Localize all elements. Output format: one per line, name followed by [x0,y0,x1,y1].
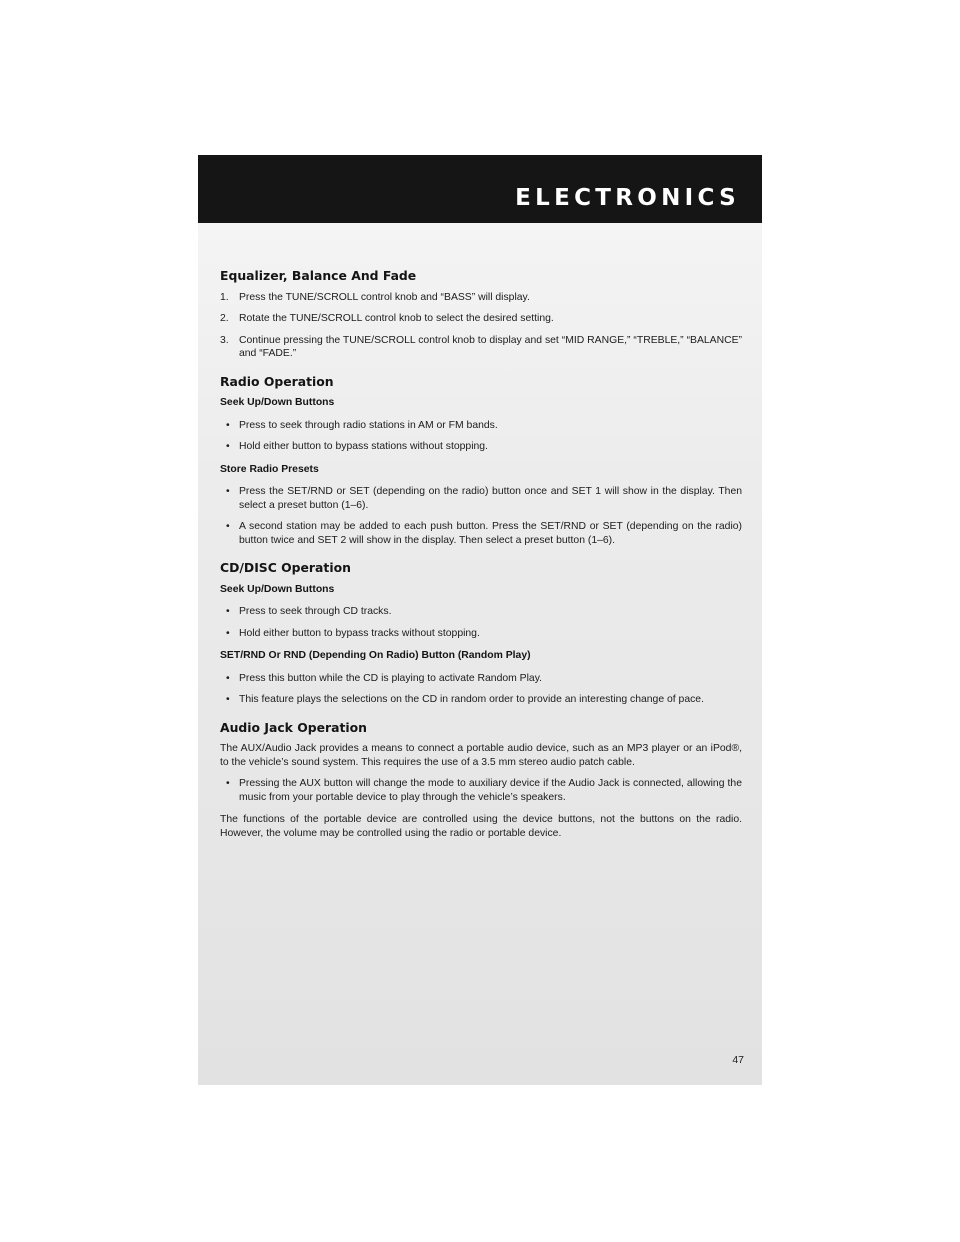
page-number: 47 [732,1054,744,1066]
subheading-random-play: SET/RND Or RND (Depending On Radio) Button (Random Play) [220,650,531,661]
page-content [220,269,742,848]
list-item [220,605,742,619]
step-number: 2. [220,313,229,324]
list-item [220,440,742,454]
step-text: Press the TUNE/SCROLL control knob and “BASS” will display. [239,291,530,303]
item-text: Press this button while the CD is playing to activate Random Play. [239,672,543,684]
bullet-icon: • [226,672,230,684]
aux-intro-paragraph: The AUX/Audio Jack provides a means to connect a portable audio device, such as an MP3 player or an iPod®, to the vehicle’s sound system. This requires the use of a 3.5 mm stereo audio patch cable. [220,743,742,768]
section-title: ELECTRONICS [515,185,740,211]
radio-seek-list [220,419,742,454]
item-text: This feature plays the selections on the CD in random order to provide an interesting change of pace. [239,694,704,705]
item-text: Hold either button to bypass tracks without stopping. [239,627,480,639]
item-text: Press the SET/RND or SET (depending on the radio) button once and SET 1 will show in the display. Then select a preset button (1–6). [239,486,742,511]
item-text: A second station may be added to each push button. Press the SET/RND or SET (depending on the radio) button twice and SET 2 will show in the display. Then select a preset button (1–6). [239,521,742,546]
bullet-icon: • [226,778,230,789]
list-item [220,777,742,804]
bullet-icon: • [226,419,230,431]
list-item [220,291,742,305]
subheading-seek-radio: Seek Up/Down Buttons [220,397,335,408]
bullet-icon: • [226,486,230,497]
heading-cd-operation: CD/DISC Operation [220,560,351,575]
heading-radio-operation: Radio Operation [220,373,334,389]
aux-outro-paragraph: The functions of the portable device are controlled using the device buttons, not the buttons on the radio. However, the volume may be controlled using the radio or portable device. [220,814,742,839]
aux-list [220,777,742,804]
radio-presets-list [220,485,742,547]
cd-seek-list [220,605,742,640]
heading-equalizer: Equalizer, Balance And Fade [220,268,417,283]
list-item [220,419,742,433]
bullet-icon: • [226,694,230,705]
list-item [220,520,742,547]
step-text: Continue pressing the TUNE/SCROLL control knob to display and set “MID RANGE,” “TREBLE,” “BALANCE” and “FADE.” [239,334,742,359]
heading-audio-jack: Audio Jack Operation [220,719,368,735]
step-number: 1. [220,291,229,303]
bullet-icon: • [226,521,230,532]
item-text: Hold either button to bypass stations without stopping. [239,441,488,452]
item-text: Pressing the AUX button will change the mode to auxiliary device if the Audio Jack is connected, allowing the music from your portable device to play through the vehicle’s speakers. [239,778,742,803]
list-item [220,334,742,361]
bullet-icon: • [226,627,230,639]
bullet-icon: • [226,441,230,452]
list-item [220,312,742,326]
equalizer-steps [220,291,742,361]
subheading-store-presets: Store Radio Presets [220,463,319,475]
item-text: Press to seek through radio stations in AM or FM bands. [239,419,498,431]
list-item [220,693,742,707]
item-text: Press to seek through CD tracks. [239,606,392,617]
bullet-icon: • [226,606,230,617]
cd-random-list [220,672,742,707]
list-item [220,627,742,641]
step-text: Rotate the TUNE/SCROLL control knob to select the desired setting. [239,313,554,324]
step-number: 3. [220,334,229,346]
header-band [198,155,762,223]
subheading-seek-cd: Seek Up/Down Buttons [220,583,335,595]
manual-page [198,155,762,1085]
list-item [220,485,742,512]
list-item [220,672,742,686]
